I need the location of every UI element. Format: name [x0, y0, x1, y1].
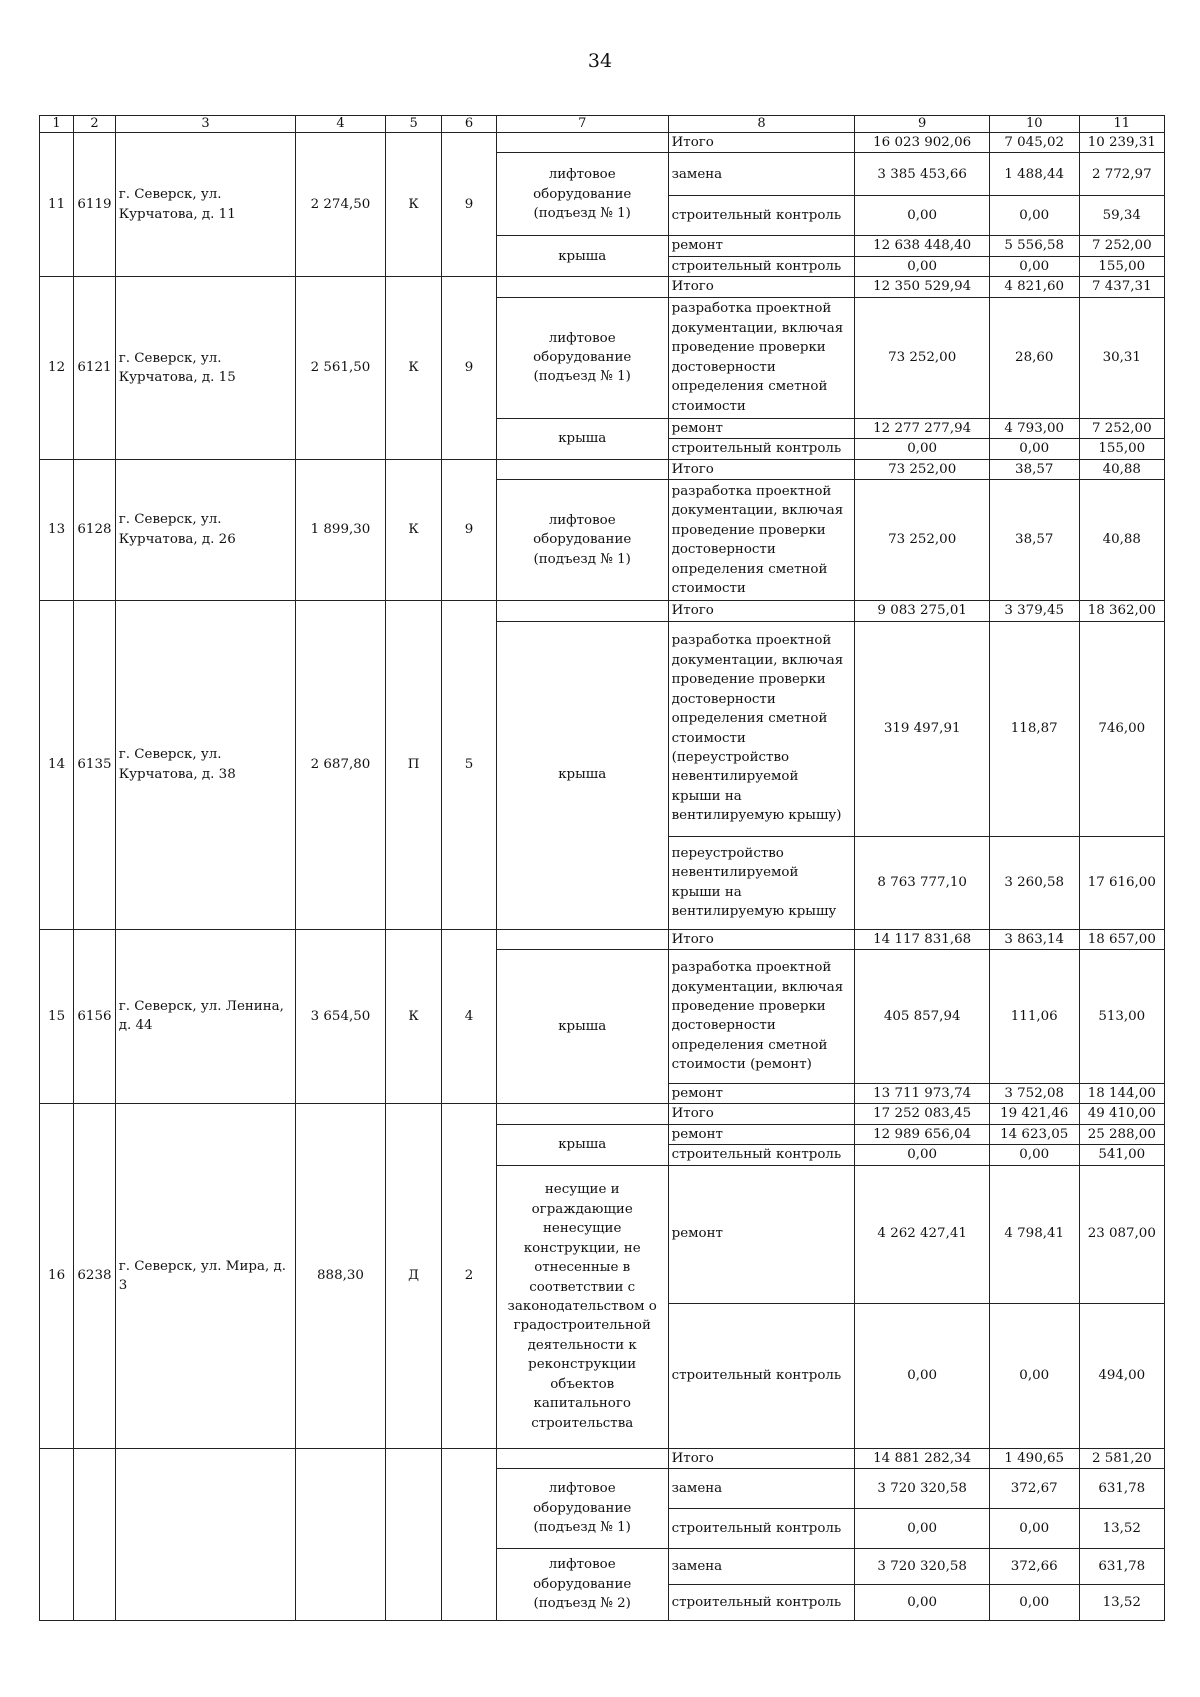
- row-number: 14: [40, 601, 74, 929]
- header-cell: 7: [496, 116, 668, 133]
- address: г. Северск, ул. Ленина, д. 44: [115, 929, 295, 1104]
- cost-per-m2: 14 623,05: [989, 1124, 1079, 1144]
- header-cell: 9: [855, 116, 989, 133]
- cost-total: 14 117 831,68: [855, 929, 989, 949]
- row-number: 16: [40, 1104, 74, 1448]
- work-type: строительный контроль: [668, 1145, 855, 1165]
- house-code: 6156: [74, 929, 116, 1104]
- floors: 4: [442, 929, 496, 1104]
- header-cell: 8: [668, 116, 855, 133]
- area: 1 899,30: [296, 459, 386, 600]
- element-cell: крыша: [496, 621, 668, 929]
- element-cell: [496, 459, 668, 479]
- work-type: ремонт: [668, 1165, 855, 1303]
- cost-total: 17 252 083,45: [855, 1104, 989, 1124]
- address: г. Северск, ул. Курчатова, д. 15: [115, 277, 295, 459]
- header-cell: 3: [115, 116, 295, 133]
- floors: 5: [442, 601, 496, 929]
- element-cell: [496, 929, 668, 949]
- cost-limit: 13,52: [1079, 1509, 1164, 1549]
- element-cell: [496, 601, 668, 621]
- cost-limit: 513,00: [1079, 949, 1164, 1083]
- area: 3 654,50: [296, 929, 386, 1104]
- cost-per-m2: 3 379,45: [989, 601, 1079, 621]
- work-type: строительный контроль: [668, 439, 855, 459]
- cost-limit: 2 772,97: [1079, 153, 1164, 196]
- cost-limit: 7 252,00: [1079, 418, 1164, 438]
- work-type: разработка проектной документации, включая проведение проверки достоверности определения сметной стоимости: [668, 297, 855, 418]
- element-cell: крыша: [496, 949, 668, 1103]
- cost-total: 3 385 453,66: [855, 153, 989, 196]
- work-type: Итого: [668, 1104, 855, 1124]
- house-code: 6119: [74, 133, 116, 277]
- work-type: замена: [668, 153, 855, 196]
- cost-limit: 7 437,31: [1079, 277, 1164, 297]
- cost-per-m2: 38,57: [989, 459, 1079, 479]
- work-type: разработка проектной документации, включая проведение проверки достоверности определения сметной стоимости (ремонт): [668, 949, 855, 1083]
- cost-total: 12 989 656,04: [855, 1124, 989, 1144]
- row-number: [40, 1448, 74, 1620]
- table-row: [40, 601, 1165, 621]
- cost-per-m2: 118,87: [989, 621, 1079, 836]
- cost-limit: 40,88: [1079, 459, 1164, 479]
- element-cell: крыша: [496, 418, 668, 459]
- work-type: ремонт: [668, 1083, 855, 1103]
- cost-total: 3 720 320,58: [855, 1469, 989, 1509]
- cost-per-m2: 4 798,41: [989, 1165, 1079, 1303]
- house-code: [74, 1448, 116, 1620]
- address: г. Северск, ул. Курчатова, д. 11: [115, 133, 295, 277]
- floors: 9: [442, 459, 496, 600]
- table-row: [40, 133, 1165, 153]
- cost-limit: 25 288,00: [1079, 1124, 1164, 1144]
- cost-limit: 59,34: [1079, 196, 1164, 236]
- cost-total: 12 638 448,40: [855, 236, 989, 256]
- cost-per-m2: 7 045,02: [989, 133, 1079, 153]
- cost-per-m2: 372,66: [989, 1549, 1079, 1585]
- cost-limit: 746,00: [1079, 621, 1164, 836]
- cost-per-m2: 19 421,46: [989, 1104, 1079, 1124]
- cost-limit: 13,52: [1079, 1585, 1164, 1621]
- cost-limit: 49 410,00: [1079, 1104, 1164, 1124]
- address: г. Северск, ул. Курчатова, д. 38: [115, 601, 295, 929]
- cost-limit: 17 616,00: [1079, 836, 1164, 929]
- cost-per-m2: 0,00: [989, 1303, 1079, 1448]
- cost-limit: 494,00: [1079, 1303, 1164, 1448]
- element-cell: [496, 133, 668, 153]
- floors: 9: [442, 133, 496, 277]
- cost-per-m2: 0,00: [989, 1509, 1079, 1549]
- cost-limit: 18 657,00: [1079, 929, 1164, 949]
- work-type: ремонт: [668, 418, 855, 438]
- cost-total: 0,00: [855, 256, 989, 276]
- header-cell: 5: [385, 116, 442, 133]
- cost-limit: 541,00: [1079, 1145, 1164, 1165]
- row-number: 13: [40, 459, 74, 600]
- work-type: ремонт: [668, 1124, 855, 1144]
- floors: 2: [442, 1104, 496, 1448]
- cost-per-m2: 0,00: [989, 439, 1079, 459]
- cost-limit: 10 239,31: [1079, 133, 1164, 153]
- work-type: ремонт: [668, 236, 855, 256]
- cost-limit: 30,31: [1079, 297, 1164, 418]
- cost-limit: 155,00: [1079, 439, 1164, 459]
- cost-per-m2: 111,06: [989, 949, 1079, 1083]
- work-type: строительный контроль: [668, 1585, 855, 1621]
- row-number: 15: [40, 929, 74, 1104]
- house-code: 6121: [74, 277, 116, 459]
- cost-limit: 7 252,00: [1079, 236, 1164, 256]
- work-type: Итого: [668, 459, 855, 479]
- cost-total: 73 252,00: [855, 459, 989, 479]
- header-cell: 10: [989, 116, 1079, 133]
- address: г. Северск, ул. Курчатова, д. 26: [115, 459, 295, 600]
- cost-per-m2: 4 821,60: [989, 277, 1079, 297]
- header-cell: 1: [40, 116, 74, 133]
- cost-total: 0,00: [855, 196, 989, 236]
- wall-material: [385, 1448, 442, 1620]
- row-number: 11: [40, 133, 74, 277]
- wall-material: К: [385, 459, 442, 600]
- cost-total: 0,00: [855, 1303, 989, 1448]
- cost-limit: 23 087,00: [1079, 1165, 1164, 1303]
- cost-per-m2: 0,00: [989, 256, 1079, 276]
- cost-per-m2: 1 490,65: [989, 1448, 1079, 1468]
- table-row: [40, 277, 1165, 297]
- cost-total: 0,00: [855, 439, 989, 459]
- element-cell: [496, 1104, 668, 1124]
- cost-per-m2: 3 752,08: [989, 1083, 1079, 1103]
- cost-total: 73 252,00: [855, 297, 989, 418]
- cost-total: 12 277 277,94: [855, 418, 989, 438]
- header-cell: 11: [1079, 116, 1164, 133]
- element-cell: лифтовое оборудование (подъезд № 1): [496, 1469, 668, 1549]
- element-cell: лифтовое оборудование (подъезд № 1): [496, 480, 668, 601]
- element-cell: несущие и ограждающие ненесущие конструкции, не отнесенные в соответствии с законодательством о градостроительной деятельности к реконструкции объектов капитального строительства: [496, 1165, 668, 1448]
- work-type: Итого: [668, 133, 855, 153]
- wall-material: Д: [385, 1104, 442, 1448]
- house-code: 6135: [74, 601, 116, 929]
- wall-material: К: [385, 277, 442, 459]
- wall-material: К: [385, 929, 442, 1104]
- area: 2 687,80: [296, 601, 386, 929]
- work-type: Итого: [668, 929, 855, 949]
- cost-total: 405 857,94: [855, 949, 989, 1083]
- cost-per-m2: 0,00: [989, 1585, 1079, 1621]
- work-type: строительный контроль: [668, 256, 855, 276]
- element-cell: [496, 277, 668, 297]
- element-cell: лифтовое оборудование (подъезд № 1): [496, 297, 668, 418]
- cost-per-m2: 28,60: [989, 297, 1079, 418]
- work-type: строительный контроль: [668, 1303, 855, 1448]
- cost-limit: 631,78: [1079, 1469, 1164, 1509]
- wall-material: К: [385, 133, 442, 277]
- area: 2 561,50: [296, 277, 386, 459]
- cost-total: 3 720 320,58: [855, 1549, 989, 1585]
- work-type: Итого: [668, 277, 855, 297]
- cost-limit: 631,78: [1079, 1549, 1164, 1585]
- cost-per-m2: 372,67: [989, 1469, 1079, 1509]
- address: [115, 1448, 295, 1620]
- work-type: строительный контроль: [668, 196, 855, 236]
- work-type: разработка проектной документации, включая проведение проверки достоверности определения сметной стоимости (переустройство невентилируемой крыши на вентилируемую крышу): [668, 621, 855, 836]
- capital-repair-table: [39, 115, 1165, 1621]
- cost-total: 0,00: [855, 1509, 989, 1549]
- floors: [442, 1448, 496, 1620]
- cost-total: 16 023 902,06: [855, 133, 989, 153]
- floors: 9: [442, 277, 496, 459]
- cost-per-m2: 38,57: [989, 480, 1079, 601]
- table-row: [40, 1104, 1165, 1124]
- cost-limit: 18 362,00: [1079, 601, 1164, 621]
- cost-total: 0,00: [855, 1145, 989, 1165]
- house-code: 6128: [74, 459, 116, 600]
- area: [296, 1448, 386, 1620]
- cost-per-m2: 5 556,58: [989, 236, 1079, 256]
- cost-total: 13 711 973,74: [855, 1083, 989, 1103]
- header-cell: 2: [74, 116, 116, 133]
- element-cell: крыша: [496, 1124, 668, 1165]
- work-type: Итого: [668, 1448, 855, 1468]
- cost-per-m2: 0,00: [989, 1145, 1079, 1165]
- table-row: [40, 459, 1165, 479]
- area: 2 274,50: [296, 133, 386, 277]
- work-type: замена: [668, 1469, 855, 1509]
- header-cell: 4: [296, 116, 386, 133]
- cost-per-m2: 4 793,00: [989, 418, 1079, 438]
- cost-per-m2: 3 260,58: [989, 836, 1079, 929]
- cost-total: 9 083 275,01: [855, 601, 989, 621]
- table-row: [40, 1448, 1165, 1468]
- page-number: 34: [587, 50, 613, 72]
- element-cell: крыша: [496, 236, 668, 277]
- cost-total: 0,00: [855, 1585, 989, 1621]
- address: г. Северск, ул. Мира, д. 3: [115, 1104, 295, 1448]
- row-number: 12: [40, 277, 74, 459]
- cost-per-m2: 0,00: [989, 196, 1079, 236]
- cost-per-m2: 1 488,44: [989, 153, 1079, 196]
- cost-per-m2: 3 863,14: [989, 929, 1079, 949]
- cost-limit: 2 581,20: [1079, 1448, 1164, 1468]
- table-row: [40, 929, 1165, 949]
- work-type: строительный контроль: [668, 1509, 855, 1549]
- cost-total: 4 262 427,41: [855, 1165, 989, 1303]
- work-type: замена: [668, 1549, 855, 1585]
- cost-limit: 18 144,00: [1079, 1083, 1164, 1103]
- cost-total: 8 763 777,10: [855, 836, 989, 929]
- work-type: разработка проектной документации, включая проведение проверки достоверности определения сметной стоимости: [668, 480, 855, 601]
- wall-material: П: [385, 601, 442, 929]
- work-type: Итого: [668, 601, 855, 621]
- element-cell: лифтовое оборудование (подъезд № 1): [496, 153, 668, 236]
- work-type: переустройство невентилируемой крыши на вентилируемую крышу: [668, 836, 855, 929]
- cost-total: 14 881 282,34: [855, 1448, 989, 1468]
- cost-limit: 40,88: [1079, 480, 1164, 601]
- cost-total: 319 497,91: [855, 621, 989, 836]
- column-number-row: [40, 116, 1165, 133]
- cost-total: 12 350 529,94: [855, 277, 989, 297]
- cost-total: 73 252,00: [855, 480, 989, 601]
- element-cell: лифтовое оборудование (подъезд № 2): [496, 1549, 668, 1621]
- cost-limit: 155,00: [1079, 256, 1164, 276]
- header-cell: 6: [442, 116, 496, 133]
- house-code: 6238: [74, 1104, 116, 1448]
- element-cell: [496, 1448, 668, 1468]
- area: 888,30: [296, 1104, 386, 1448]
